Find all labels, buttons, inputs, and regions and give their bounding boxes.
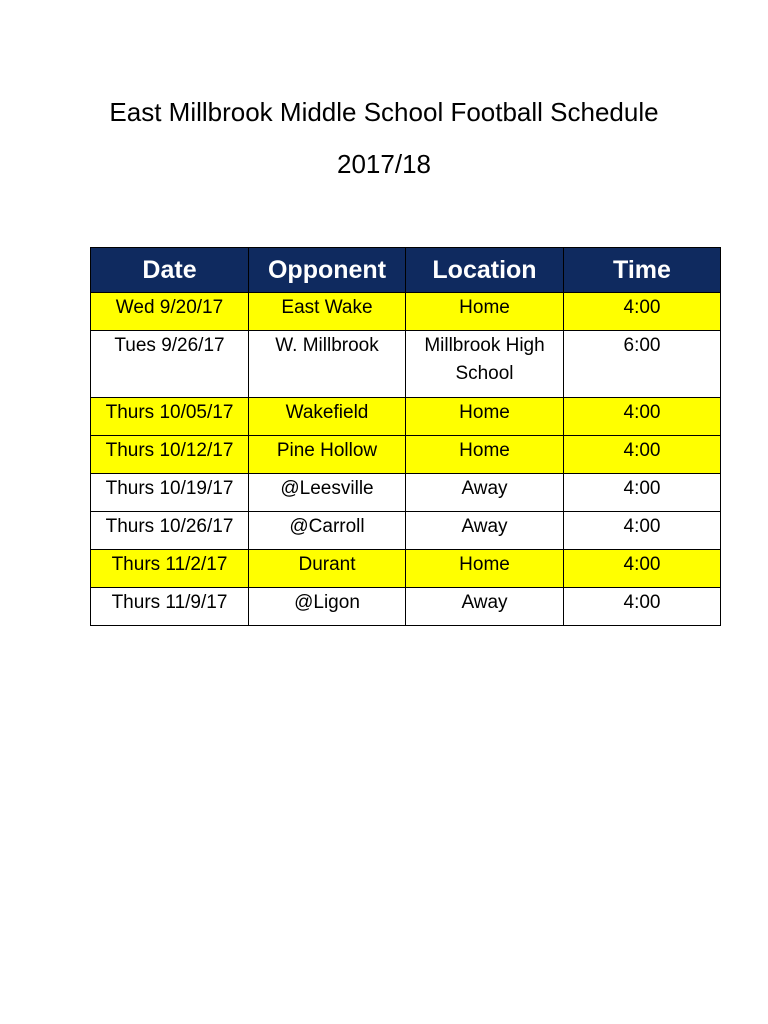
cell-date: Thurs 10/26/17	[91, 512, 249, 550]
cell-location: Home	[406, 398, 564, 436]
cell-location: Away	[406, 474, 564, 512]
cell-opponent: East Wake	[249, 293, 406, 331]
cell-date: Thurs 10/19/17	[91, 474, 249, 512]
cell-opponent: Durant	[249, 550, 406, 588]
cell-time: 6:00	[564, 331, 721, 398]
cell-time: 4:00	[564, 550, 721, 588]
schedule-table	[90, 247, 721, 626]
cell-location: Home	[406, 550, 564, 588]
table-row	[91, 550, 721, 588]
page-title: East Millbrook Middle School Football Schedule	[109, 97, 659, 127]
cell-time: 4:00	[564, 293, 721, 331]
cell-opponent: @Carroll	[249, 512, 406, 550]
cell-date: Thurs 11/9/17	[91, 588, 249, 626]
cell-date: Wed 9/20/17	[91, 293, 249, 331]
table-header-row	[91, 248, 721, 293]
cell-date: Thurs 10/05/17	[91, 398, 249, 436]
cell-time: 4:00	[564, 512, 721, 550]
cell-location: Home	[406, 293, 564, 331]
cell-location: Millbrook High School	[406, 331, 564, 398]
page-subtitle-year: 2017/18	[337, 149, 431, 179]
cell-opponent: W. Millbrook	[249, 331, 406, 398]
table-row	[91, 512, 721, 550]
cell-time: 4:00	[564, 588, 721, 626]
cell-date: Thurs 11/2/17	[91, 550, 249, 588]
cell-location: Away	[406, 512, 564, 550]
cell-time: 4:00	[564, 398, 721, 436]
table-row	[91, 436, 721, 474]
cell-date: Thurs 10/12/17	[91, 436, 249, 474]
table-row	[91, 293, 721, 331]
header-opponent: Opponent	[249, 248, 406, 293]
table-row	[91, 474, 721, 512]
table-row	[91, 331, 721, 398]
table-row	[91, 398, 721, 436]
cell-date: Tues 9/26/17	[91, 331, 249, 398]
table-row	[91, 588, 721, 626]
cell-time: 4:00	[564, 474, 721, 512]
cell-opponent: Wakefield	[249, 398, 406, 436]
cell-location: Home	[406, 436, 564, 474]
cell-opponent: @Leesville	[249, 474, 406, 512]
header-location: Location	[406, 248, 564, 293]
header-time: Time	[564, 248, 721, 293]
header-date: Date	[91, 248, 249, 293]
cell-opponent: Pine Hollow	[249, 436, 406, 474]
cell-time: 4:00	[564, 436, 721, 474]
cell-location: Away	[406, 588, 564, 626]
cell-opponent: @Ligon	[249, 588, 406, 626]
